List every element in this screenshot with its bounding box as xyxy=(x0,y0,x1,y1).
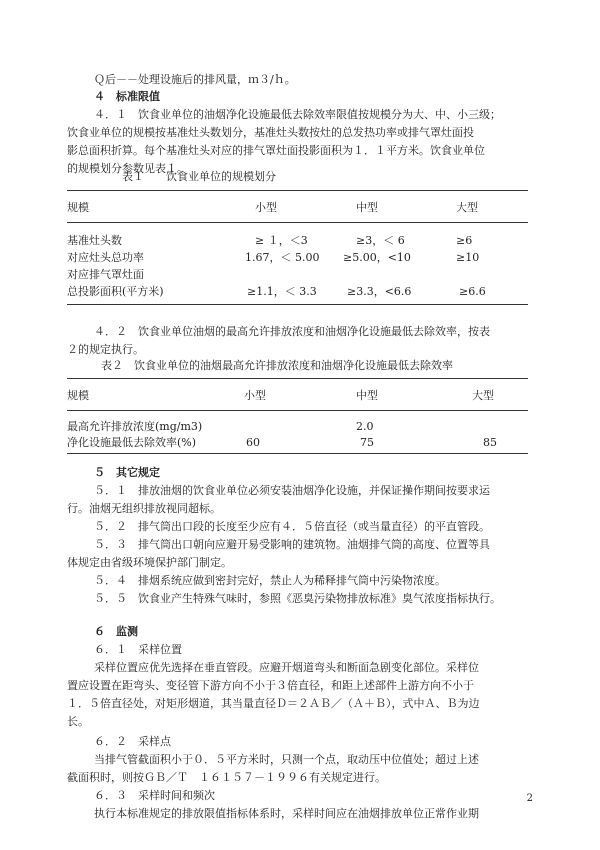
para-6-3-line: 执行本标准规定的排放限值指标体系时，采样时间应在油烟排放单位正常作业期 xyxy=(94,807,479,820)
table-1-cell: ≥10 xyxy=(456,251,480,264)
table-2-bottom-rule xyxy=(67,453,528,454)
section-5-line: ５．１ 排放油烟的饮食业单位必须安装油烟净化设施，并保证操作期间按要求运 xyxy=(94,484,490,497)
table-2-cell: 85 xyxy=(483,436,497,449)
section-5-line: ５．５ 饮食业产生特殊气味时，参照《恶臭污染物排放标准》臭气浓度指标执行。 xyxy=(94,592,501,605)
table-2-top-rule xyxy=(67,378,528,379)
table-1-cell: ≥6.6 xyxy=(459,285,486,298)
table-1-bottom-rule xyxy=(67,304,528,305)
table-1-caption: 表１ 饮食业单位的规模划分 xyxy=(122,170,276,183)
para-4-1-line: 的规模划分参数见表１。 xyxy=(67,162,188,175)
subsection-6-3-heading: ６．３ 采样时间和频次 xyxy=(94,789,215,802)
table-2-cell: 60 xyxy=(246,436,260,449)
para-4-1-line: 影总面积折算。每个基准灶头对应的排气罩灶面投影面积为１．１平方米。饮食业单位 xyxy=(67,144,485,157)
para-4-1-line: ４．１ 饮食业单位的油烟净化设施最低去除效率限值按规模分为大、中、小三级； xyxy=(94,108,501,121)
table-1-header: 中型 xyxy=(356,201,378,214)
para-4-2-line: ４．２ 饮食业单位油烟的最高允许排放浓度和油烟净化设施最低去除效率，按表 xyxy=(94,325,490,338)
subsection-6-1-heading: ６．１ 采样位置 xyxy=(94,643,182,656)
table-2-header-rule xyxy=(67,410,528,411)
table-2-header: 规模 xyxy=(67,389,89,402)
table-1-header: 规模 xyxy=(67,201,89,214)
table-2-cell: 2.0 xyxy=(356,420,374,433)
para-4-2-line: ２的规定执行。 xyxy=(67,343,144,356)
table-1-cell: ≥1.1，＜ 3.3 xyxy=(247,285,317,298)
table-1-cell: ≥ １，＜3 xyxy=(255,234,308,247)
page-number: 2 xyxy=(526,793,533,804)
subsection-6-2-heading: ６．２ 采样点 xyxy=(94,735,171,748)
table-1-cell: ≥6 xyxy=(456,234,473,247)
section-5-line: ５．３ 排气筒出口朝向应避开易受影响的建筑物。油烟排气筒的高度、位置等具 xyxy=(94,538,490,551)
para-6-1-line: 置应设置在距弯头、变径管下游方向不小于３倍直径，和距上述部件上游方向不小于 xyxy=(67,679,474,692)
para-6-1-line: １．５倍直径处，对矩形烟道，其当量直径Ｄ＝２ＡＢ／（Ａ＋Ｂ），式中Ａ、Ｂ为边 xyxy=(67,697,480,710)
para-6-2-line: 当排气管截面积小于０．５平方米时，只测一个点，取动压中位值处；超过上述 xyxy=(94,753,479,766)
para-6-1-line: 采样位置应优先选择在垂直管段。应避开烟道弯头和断面急剧变化部位。采样位 xyxy=(94,661,479,674)
para-4-1-line: 饮食业单位的规模按基准灶头数划分，基准灶头数按灶的总发热功率或排气罩灶面投 xyxy=(67,126,474,139)
table-2-cell: 75 xyxy=(360,436,374,449)
table-2-header: 大型 xyxy=(472,389,494,402)
section-6-heading: ６ 监测 xyxy=(94,625,138,638)
table-2-header: 中型 xyxy=(356,389,378,402)
table-2-cell: 净化设施最低去除效率(%) xyxy=(67,436,197,449)
table-1-header-rule xyxy=(67,222,528,223)
section-5-line: ５．２ 排气筒出口段的长度至少应有４．５倍直径（或当量直径）的平直管段。 xyxy=(94,520,490,533)
table-1-cell: ≥3，＜ 6 xyxy=(356,234,405,247)
table-1-cell: 对应排气罩灶面 xyxy=(67,268,144,281)
section-5-line: ５．４ 排烟系统应做到密封完好，禁止人为稀释排气筒中污染物浓度。 xyxy=(94,574,446,587)
section-5-line: 行。油烟无组织排放视同超标。 xyxy=(67,502,221,515)
table-1-header: 小型 xyxy=(255,201,277,214)
table-1-header: 大型 xyxy=(456,201,478,214)
intro-line: Ｑ后－－处理设施后的排风量，ｍ３/ｈ。 xyxy=(94,73,296,86)
table-1-cell: 1.67，＜ 5.00 xyxy=(245,251,320,264)
para-6-1-line: 长。 xyxy=(67,715,89,728)
table-1-cell: 对应灶头总功率 xyxy=(67,251,144,264)
table-2-header: 小型 xyxy=(244,389,266,402)
table-1-cell: ≥5.00，<10 xyxy=(343,251,411,264)
table-1-cell: ≥3.3，<6.6 xyxy=(347,285,412,298)
section-4-heading: ４ 标准限值 xyxy=(94,90,160,103)
table-2-cell: 最高允许排放浓度(mg/m3) xyxy=(67,420,203,433)
section-5-heading: ５ 其它规定 xyxy=(94,466,160,479)
table-2-caption: 表２ 饮食业单位的油烟最高允许排放浓度和油烟净化设施最低去除效率 xyxy=(101,359,453,372)
table-1-top-rule xyxy=(67,190,528,191)
section-5-line: 体规定由省级环境保护部门制定。 xyxy=(67,556,232,569)
para-6-2-line: 截面积时，则按ＧＢ／Ｔ １６１５７－１９９６有关规定进行。 xyxy=(67,771,386,784)
table-1-cell: 总投影面积(平方米) xyxy=(67,285,164,298)
table-1-cell: 基准灶头数 xyxy=(67,234,122,247)
